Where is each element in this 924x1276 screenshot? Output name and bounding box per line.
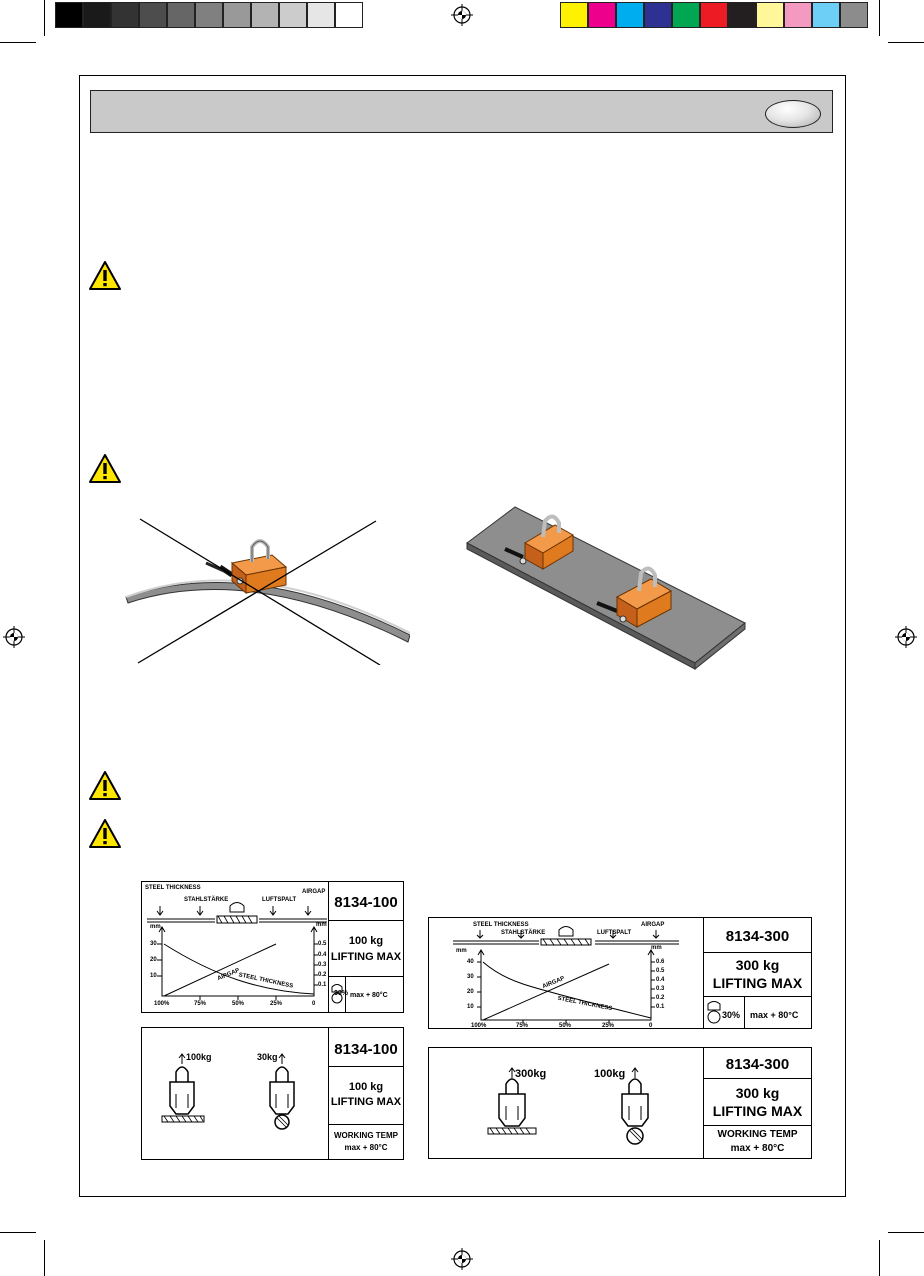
registration-mark-icon <box>3 626 25 648</box>
curved-sheet-incorrect-illustration <box>120 515 410 665</box>
flat-sheet-correct-illustration <box>455 505 750 670</box>
working-temp: WORKING TEMP <box>334 1131 398 1140</box>
tick-right: 0.2 <box>318 972 327 978</box>
tick-x: 0 <box>312 1001 316 1007</box>
capacity: 100 kg <box>348 935 384 947</box>
tick-left: 30 <box>150 941 157 947</box>
color-swatch <box>700 2 728 28</box>
color-swatch <box>307 2 335 28</box>
color-swatch <box>223 2 251 28</box>
chart-side-column <box>703 918 811 1028</box>
color-swatch <box>812 2 840 28</box>
load-diagram <box>484 1066 674 1152</box>
crop-mark <box>888 42 924 43</box>
tick-right: 0.2 <box>656 995 665 1001</box>
color-swatch <box>728 2 756 28</box>
color-swatch <box>335 2 363 28</box>
tick-x: 50% <box>559 1023 572 1029</box>
load-panel-8134-100 <box>141 1027 404 1160</box>
max-temp: max + 80°C <box>750 1010 799 1020</box>
max-temp: max + 80°C <box>344 1143 388 1152</box>
tick-right: 0.5 <box>656 968 665 974</box>
unit-mm-left: mm <box>150 924 161 930</box>
model-number: 8134-100 <box>334 1041 398 1058</box>
color-swatch <box>756 2 784 28</box>
model-number: 8134-100 <box>334 894 398 911</box>
color-swatch <box>588 2 616 28</box>
label-stahlstarke: STAHLSTÄRKE <box>501 930 546 936</box>
load-panel-8134-300 <box>428 1047 812 1159</box>
lifting-max: LIFTING MAX <box>712 975 803 991</box>
registration-mark-icon <box>895 626 917 648</box>
color-swatch <box>139 2 167 28</box>
model-number: 8134-300 <box>725 1056 790 1073</box>
flat-load: 100kg <box>186 1052 212 1062</box>
crop-mark <box>44 1240 45 1276</box>
crop-mark <box>0 42 36 43</box>
tick-x: 75% <box>516 1023 529 1029</box>
page-number-oval <box>765 100 821 128</box>
capacity: 300 kg <box>735 1085 780 1101</box>
tick-x: 50% <box>232 1001 245 1007</box>
crop-mark <box>44 0 45 36</box>
tick-right: 0.3 <box>656 986 665 992</box>
color-swatch <box>672 2 700 28</box>
round-stock-icon <box>706 999 722 1025</box>
tick-right: 0.4 <box>318 952 327 958</box>
color-swatch <box>55 2 83 28</box>
lifting-max: LIFTING MAX <box>712 1103 803 1119</box>
unit-mm-right: mm <box>651 945 662 951</box>
round-percent: 30% <box>722 1010 741 1020</box>
load-side-column <box>703 1048 811 1158</box>
tick-left: 10 <box>150 973 157 979</box>
curve-label-steel: STEEL THICKNESS <box>556 995 613 1013</box>
warning-triangle-icon <box>88 818 122 850</box>
crop-mark <box>0 1232 36 1233</box>
tick-right: 0.1 <box>656 1004 665 1010</box>
color-swatch <box>840 2 868 28</box>
tick-x: 25% <box>270 1001 283 1007</box>
warning-triangle-icon <box>88 260 122 292</box>
registration-mark-icon <box>451 1248 473 1270</box>
capacity: 100 kg <box>348 1081 384 1093</box>
warning-triangle-icon <box>88 770 122 802</box>
capacity: 300 kg <box>735 957 780 973</box>
tick-right: 0.4 <box>656 977 665 983</box>
label-steel-thickness: STEEL THICKNESS <box>473 922 529 928</box>
tick-x: 100% <box>154 1001 170 1007</box>
tick-right: 0.1 <box>318 982 327 988</box>
label-airgap: AIRGAP <box>641 922 665 928</box>
tick-left: 30 <box>467 974 474 980</box>
color-swatch <box>195 2 223 28</box>
thickness-airgap-chart <box>142 882 330 1012</box>
tick-right: 0.5 <box>318 941 327 947</box>
round-load: 30kg <box>257 1052 278 1062</box>
color-swatch <box>784 2 812 28</box>
label-luftspalt: LUFTSPALT <box>597 930 632 936</box>
chart-side-column <box>328 882 403 1012</box>
model-number: 8134-300 <box>725 928 790 945</box>
tick-x: 25% <box>602 1023 615 1029</box>
curve-label-steel: STEEL THICKNESS <box>237 972 294 990</box>
curve-label-airgap: AIRGAP <box>216 967 241 983</box>
tick-x: 75% <box>194 1001 207 1007</box>
label-steel-thickness: STEEL THICKNESS <box>145 885 201 891</box>
color-swatch <box>111 2 139 28</box>
tick-right: 0.6 <box>656 959 665 965</box>
max-temp: max + 80°C <box>350 992 388 999</box>
tick-left: 20 <box>467 989 474 995</box>
color-swatch <box>616 2 644 28</box>
tick-x: 100% <box>471 1023 487 1029</box>
crop-mark <box>879 1240 880 1276</box>
curve-label-airgap: AIRGAP <box>541 975 566 991</box>
registration-mark-icon <box>451 4 473 26</box>
tick-left: 40 <box>467 959 474 965</box>
flat-load: 300kg <box>515 1068 547 1080</box>
round-percent: 30% <box>334 990 349 997</box>
label-airgap: AIRGAP <box>302 889 326 895</box>
section-header-bar <box>90 90 833 133</box>
color-swatch <box>560 2 588 28</box>
tick-left: 20 <box>150 957 157 963</box>
chart-panel-8134-300 <box>428 917 812 1029</box>
tick-x: 0 <box>649 1023 653 1029</box>
color-swatch <box>167 2 195 28</box>
label-stahlstarke: STAHLSTÄRKE <box>184 897 229 903</box>
crop-mark <box>879 0 880 36</box>
tick-left: 10 <box>467 1004 474 1010</box>
crop-mark <box>888 1232 924 1233</box>
max-temp: max + 80°C <box>730 1143 785 1154</box>
tick-right: 0.3 <box>318 962 327 968</box>
load-diagram <box>160 1052 310 1147</box>
color-swatch <box>279 2 307 28</box>
warning-triangle-icon <box>88 453 122 485</box>
round-load: 100kg <box>594 1068 626 1080</box>
unit-mm-left: mm <box>456 948 467 954</box>
lifting-max: LIFTING MAX <box>330 1096 402 1108</box>
lifting-max: LIFTING MAX <box>330 951 402 963</box>
color-swatch <box>251 2 279 28</box>
color-swatch <box>644 2 672 28</box>
chart-panel-8134-100 <box>141 881 404 1013</box>
load-side-column <box>328 1028 403 1159</box>
working-temp: WORKING TEMP <box>717 1129 798 1140</box>
color-swatch <box>83 2 111 28</box>
label-luftspalt: LUFTSPALT <box>262 897 297 903</box>
unit-mm-right: mm <box>316 922 327 928</box>
